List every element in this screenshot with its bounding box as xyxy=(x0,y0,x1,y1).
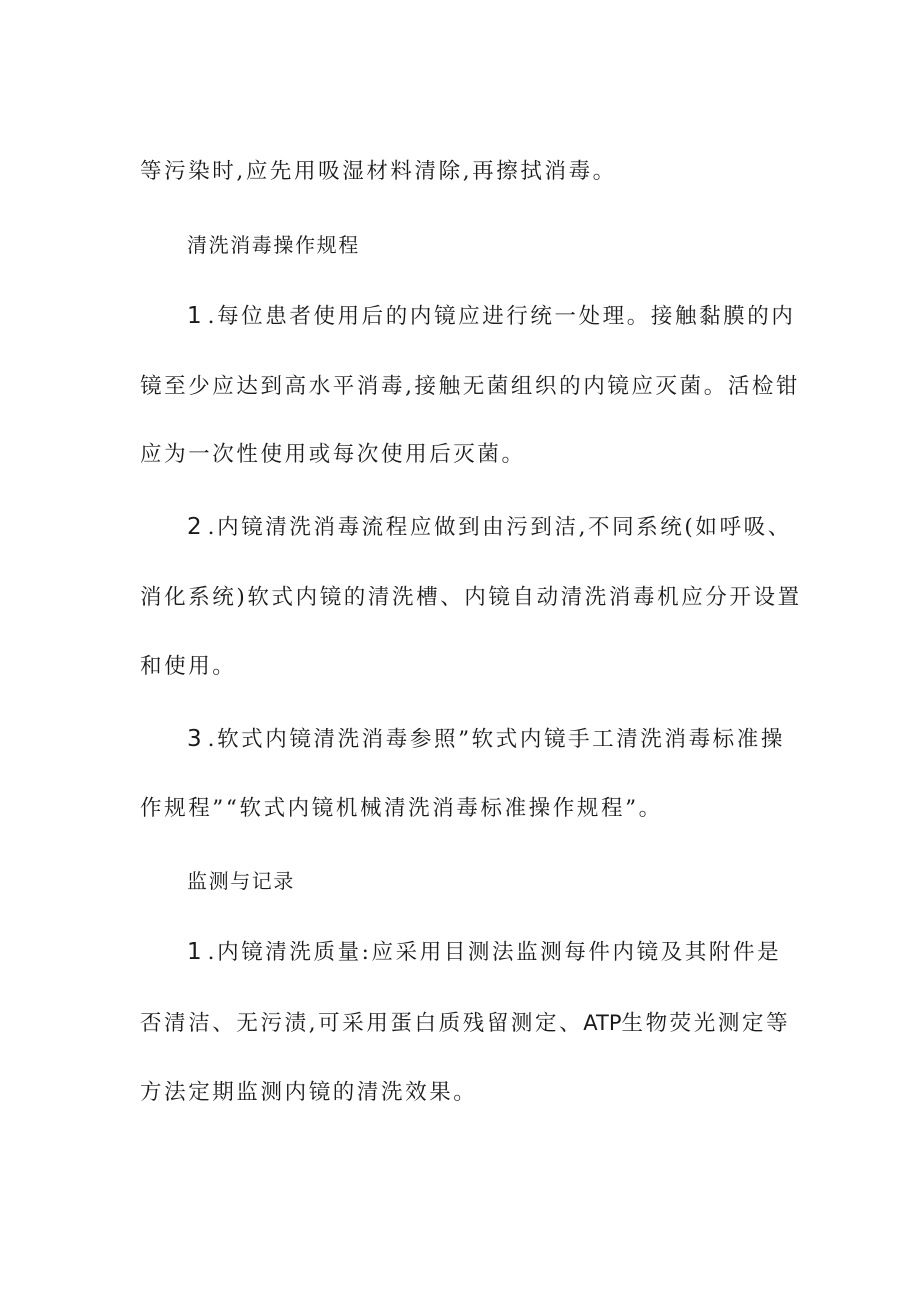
text-segment: 生物荧光测定等 xyxy=(621,1011,791,1036)
paragraph-line-atp xyxy=(140,1008,790,1039)
list-item-text: .内镜清洗消毒流程应做到由污到洁,不同系统(如呼吸、 xyxy=(207,515,792,540)
text-segment-latin: ATP xyxy=(583,1011,622,1035)
paragraph-line: 应为一次性使用或每次使用后灭菌。 xyxy=(140,442,526,467)
list-number: 1 xyxy=(187,303,202,329)
list-item-text: .每位患者使用后的内镜应进行统一处理。接触黏膜的内 xyxy=(207,304,796,329)
list-number: 3 xyxy=(187,726,202,752)
section-heading-monitoring: 监测与记录 xyxy=(187,869,295,893)
list-item-2-line-1 xyxy=(187,512,792,543)
list-number: 1 xyxy=(187,939,202,965)
list-item-text: .软式内镜清洗消毒参照”软式内镜手工清洗消毒标准操 xyxy=(207,727,785,752)
paragraph-line: 镜至少应达到高水平消毒,接触无菌组织的内镜应灭菌。活检钳 xyxy=(140,374,801,399)
list-item-1-line-1 xyxy=(187,301,795,332)
paragraph-line: 消化系统)软式内镜的清洗槽、内镜自动清洗消毒机应分开设置 xyxy=(140,585,802,610)
section-heading-cleaning: 清洗消毒操作规程 xyxy=(187,233,360,257)
list-item-4-line-1 xyxy=(187,937,781,968)
paragraph-line: 等污染时,应先用吸湿材料清除,再擦拭消毒。 xyxy=(140,159,617,184)
paragraph-line: 方法定期监测内镜的清洗效果。 xyxy=(140,1080,478,1105)
list-number: 2 xyxy=(187,514,202,540)
paragraph-line: 作规程”“软式内镜机械清洗消毒标准操作规程”。 xyxy=(140,796,663,821)
text-segment: 否清洁、无污渍,可采用蛋白质残留测定、 xyxy=(140,1011,584,1036)
list-item-3-line-1 xyxy=(187,724,785,755)
list-item-text: .内镜清洗质量:应采用目测法监测每件内镜及其附件是 xyxy=(207,940,782,965)
paragraph-line: 和使用。 xyxy=(140,654,237,679)
